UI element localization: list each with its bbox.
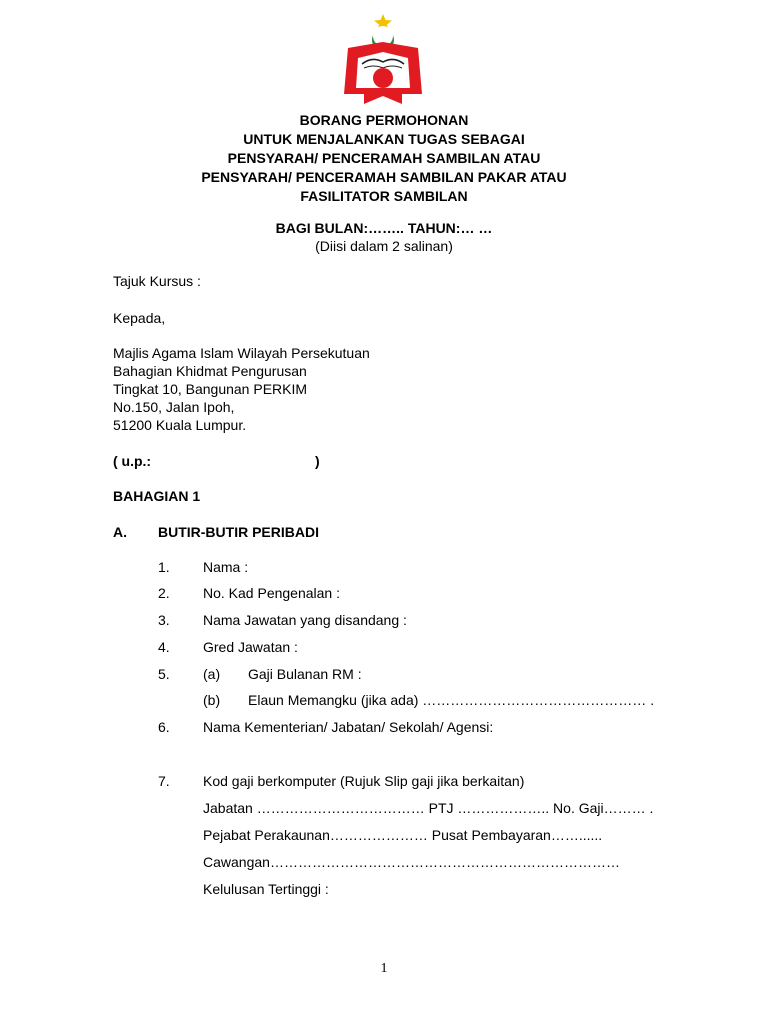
highest-qualification-label: Kelulusan Tertinggi : <box>203 881 329 897</box>
item-number: 3. <box>158 612 170 628</box>
page-number: 1 <box>380 961 388 976</box>
part-title: BUTIR-BUTIR PERIBADI <box>158 524 319 540</box>
item-salary-code-label: Kod gaji berkomputer (Rujuk Slip gaji jika berkaitan) <box>203 773 525 789</box>
attention-close: ) <box>315 453 320 469</box>
course-title-label: Tajuk Kursus : <box>113 273 201 289</box>
part-letter: A. <box>113 524 127 540</box>
item-allowance-label: Elaun Memangku (jika ada) ………………………………………… . <box>248 692 655 708</box>
title-line: PENSYARAH/ PENCERAMAH SAMBILAN ATAU <box>227 150 541 166</box>
item-number: 7. <box>158 773 170 789</box>
item-number: 4. <box>158 639 170 655</box>
address-line: Tingkat 10, Bangunan PERKIM <box>113 381 308 397</box>
sub-item-letter: (a) <box>203 666 221 682</box>
branch-line: Cawangan………………………………………………………………… <box>203 854 620 870</box>
section-heading: BAHAGIAN 1 <box>113 488 201 504</box>
item-number: 5. <box>158 666 170 682</box>
item-grade-label: Gred Jawatan : <box>203 639 298 655</box>
attention-label: ( u.p.: <box>113 453 152 469</box>
item-number: 1. <box>158 559 170 575</box>
item-name-label: Nama : <box>203 559 249 575</box>
address-line: Majlis Agama Islam Wilayah Persekutuan <box>113 345 370 361</box>
item-position-label: Nama Jawatan yang disandang : <box>203 612 407 628</box>
address-line: No.150, Jalan Ipoh, <box>113 399 235 415</box>
item-number: 2. <box>158 585 170 601</box>
sub-item-letter: (b) <box>203 692 221 708</box>
title-line: UNTUK MENJALANKAN TUGAS SEBAGAI <box>243 131 525 147</box>
address-line: Bahagian Khidmat Pengurusan <box>113 363 307 379</box>
title-line: BORANG PERMOHONAN <box>299 112 469 128</box>
emblem-logo <box>338 12 428 108</box>
to-label: Kepada, <box>113 310 166 326</box>
title-line: FASILITATOR SAMBILAN <box>300 188 468 204</box>
department-ptj-line: Jabatan ……………………………… PTJ ……………….. No. Gaji……… . <box>203 800 654 816</box>
title-line: PENSYARAH/ PENCERAMAH SAMBILAN PAKAR ATAU <box>201 169 567 185</box>
item-salary-label: Gaji Bulanan RM : <box>248 666 362 682</box>
address-line: 51200 Kuala Lumpur. <box>113 417 247 433</box>
form-title <box>0 111 768 206</box>
item-number: 6. <box>158 719 170 735</box>
item-ic-label: No. Kad Pengenalan : <box>203 585 340 601</box>
period-field: BAGI BULAN:…….. TAHUN:… … <box>275 220 493 236</box>
item-agency-label: Nama Kementerian/ Jabatan/ Sekolah/ Agensi: <box>203 719 494 735</box>
accounting-office-line: Pejabat Perakaunan………………… Pusat Pembayaran……...... <box>203 827 603 843</box>
copies-note: (Diisi dalam 2 salinan) <box>315 238 453 254</box>
